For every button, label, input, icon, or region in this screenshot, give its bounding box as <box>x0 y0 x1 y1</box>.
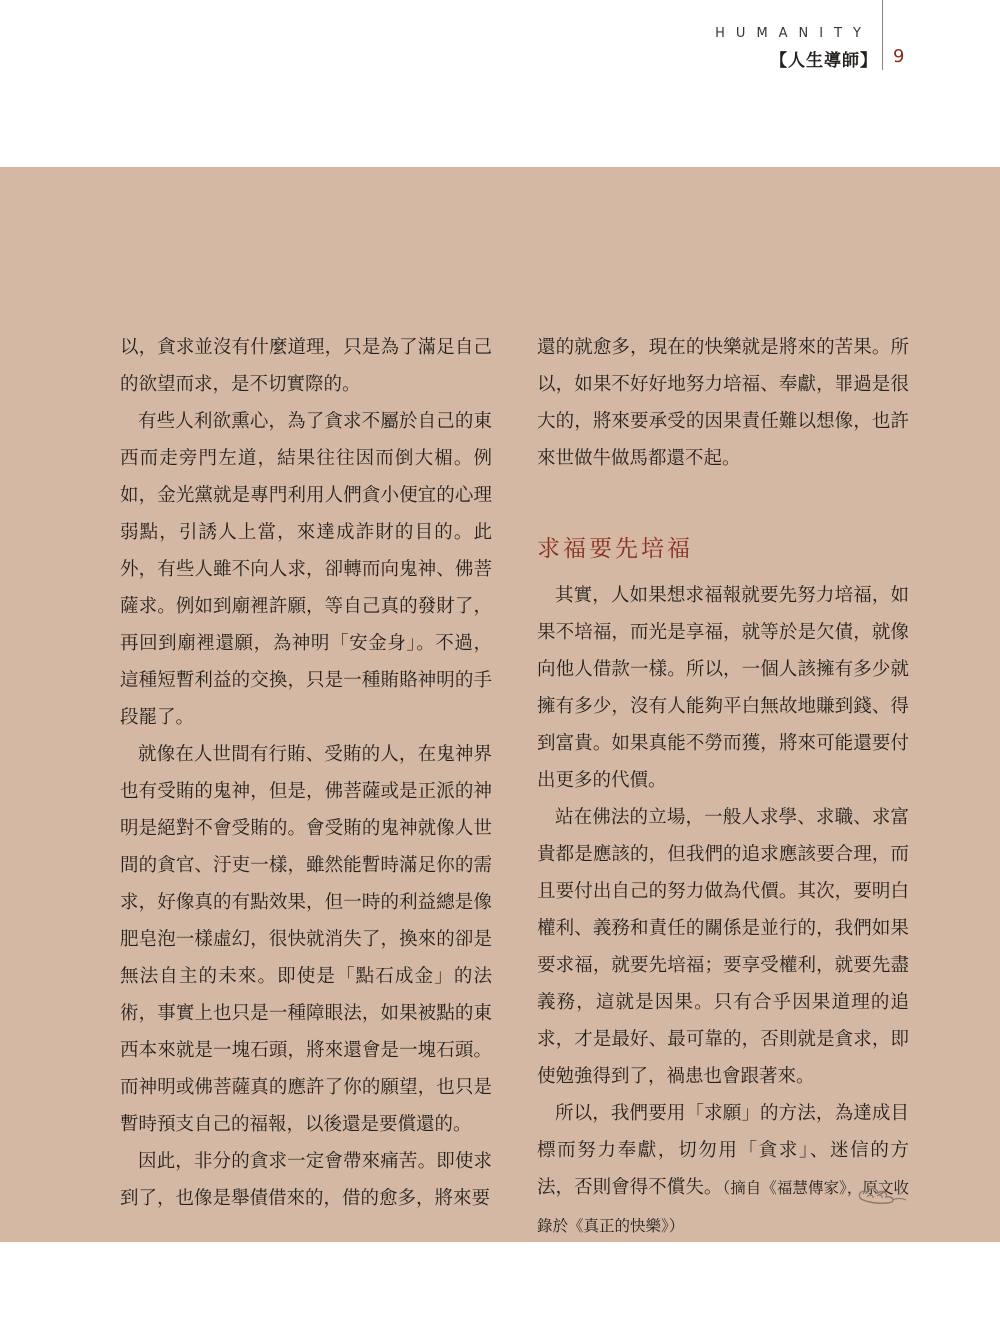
source-citation: （摘自《福慧傳家》，原文收錄於《真正的快樂》） <box>537 1179 909 1235</box>
section-heading: 求福要先培福 <box>537 536 693 562</box>
closing-paragraph <box>537 1095 909 1245</box>
paragraph: 就像在人世間有行賄、受賄的人，在鬼神界也有受賄的鬼神，但是，佛菩薩或是正派的神明是絕對不會受賄的。會受賄的鬼神就像人世間的貪官、汙吏一樣，雖然能暫時滿足你的需求，好像真的有點效果，但一時的利益總是像肥皂泡一樣虛幻，很快就消失了，換來的卻是無法自主的未來。即使是「點石成金」的法術，事實上也只是一種障眼法，如果被點的東西本來就是一塊石頭，將來還會是一塊石頭。而神明或佛菩薩真的應許了你的願望，也只是暫時預支自己的福報，以後還是要償還的。 <box>120 744 492 1135</box>
paragraph: 以，貪求並沒有什麼道理，只是為了滿足自己的欲望而求，是不切實際的。 <box>120 337 492 395</box>
magazine-brand: HUMANITY <box>715 26 872 41</box>
cloud-ornament-icon <box>855 1183 907 1207</box>
paragraph-text: 所以，我們要用「求願」的方法，為達成目標而努力奉獻，切勿用「貪求」、迷信的方法，否則會得不償失。 <box>537 1103 909 1198</box>
section-title: 【人生導師】 <box>770 51 878 71</box>
left-column <box>120 329 492 1217</box>
article-panel <box>0 167 1000 1242</box>
paragraph: 有些人利欲熏心，為了貪求不屬於自己的東西而走旁門左道，結果往往因而倒大楣。例如，金光黨就是專門利用人們貪小便宜的心理弱點，引誘人上當，來達成詐財的目的。此外，有些人雖不向人求，卻轉而向鬼神、佛菩薩求。例如到廟裡許願，等自己真的發財了，再回到廟裡還願，為神明「安金身」。不過，這種短暫利益的交換，只是一種賄賂神明的手段罷了。 <box>120 411 492 728</box>
paragraph: 站在佛法的立場，一般人求學、求職、求富貴都是應該的，但我們的追求應該要合理，而且要付出自己的努力做為代價。其次，要明白權利、義務和責任的關係是並行的，我們如果要求福，就要先培福；要享受權利，就要先盡義務，這就是因果。只有合乎因果道理的追求，才是最好、最可靠的，否則就是貪求，即使勉強得到了，禍患也會跟著來。 <box>537 807 909 1087</box>
header-divider <box>882 0 883 70</box>
page-number: 9 <box>893 46 905 67</box>
page-header <box>0 0 1000 120</box>
paragraph: 還的就愈多，現在的快樂就是將來的苦果。所以，如果不好好地努力培福、奉獻，罪過是很大的，將來要承受的因果責任難以想像，也許來世做牛做馬都還不起。 <box>537 337 909 469</box>
right-column <box>537 329 909 1245</box>
paragraph: 因此，非分的貪求一定會帶來痛苦。即使求到了，也像是舉債借來的，借的愈多，將來要 <box>120 1151 492 1209</box>
paragraph: 其實，人如果想求福報就要先努力培福，如果不培福，而光是享福，就等於是欠債，就像向他人借款一樣。所以，一個人該擁有多少就擁有多少，沒有人能夠平白無故地賺到錢、得到富貴。如果真能不勞而獲，將來可能還要付出更多的代價。 <box>537 585 909 791</box>
